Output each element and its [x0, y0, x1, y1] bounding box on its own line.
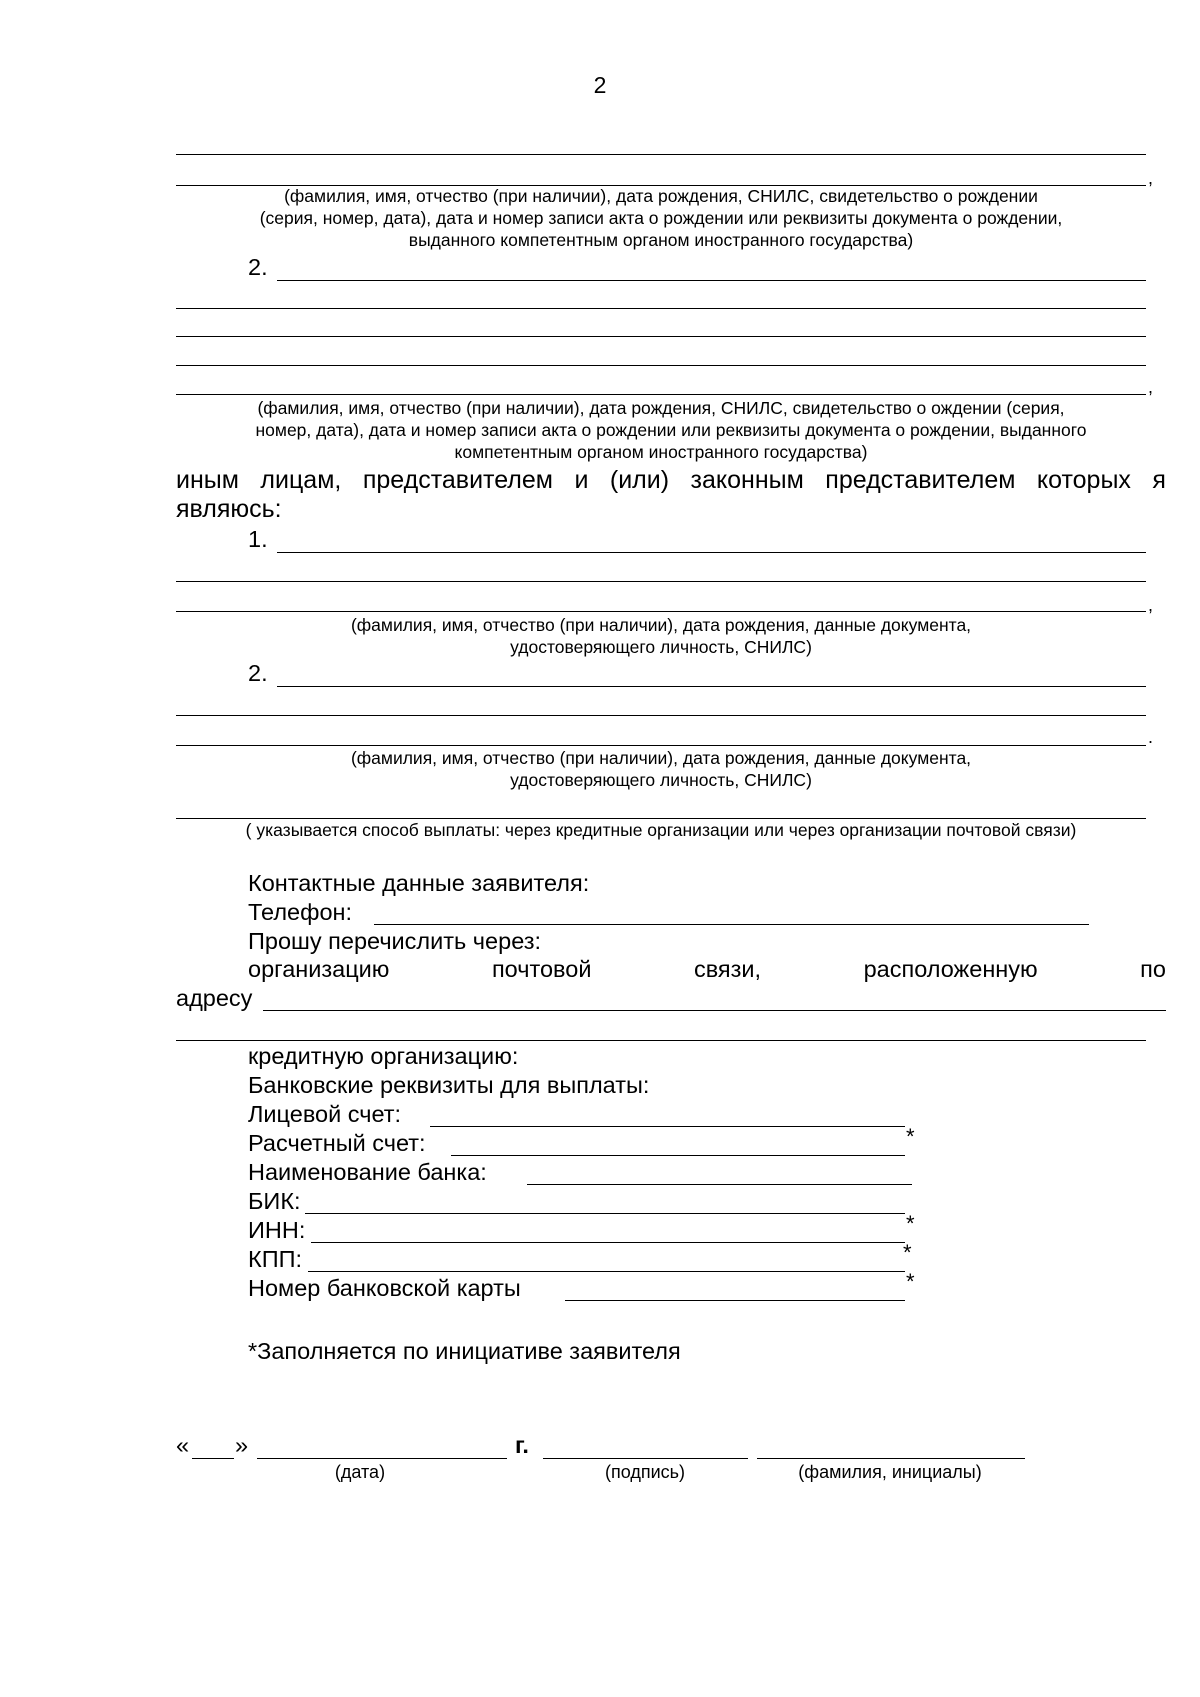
period-mark: . [1148, 727, 1154, 747]
postal-word: связи, [693, 956, 762, 982]
postal-word: организацию [248, 956, 390, 982]
fill-line[interactable] [176, 715, 1146, 716]
others-intro-line1 [176, 467, 1166, 494]
kpp-label: КПП: [248, 1246, 302, 1272]
intro-word: я [1152, 466, 1166, 494]
caption-child-line1: (фамилия, имя, отчество (при наличии), дата рождения, СНИЛС, свидетельство о рождении [284, 186, 1038, 206]
intro-word: которых [1036, 466, 1131, 494]
fill-line[interactable] [176, 581, 1146, 582]
caption-person2-line1: (фамилия, имя, отчество (при наличии), дата рождения, данные документа, [350, 748, 972, 768]
date-line[interactable] [257, 1458, 507, 1459]
intro-word: представителем [362, 466, 553, 494]
fill-line[interactable] [176, 336, 1146, 337]
postal-line [248, 956, 1166, 983]
fill-line[interactable] [277, 280, 1146, 281]
inn-line[interactable] [311, 1242, 905, 1243]
caption-person2-line2: удостоверяющего личность, СНИЛС) [510, 770, 812, 790]
day-line[interactable] [192, 1458, 234, 1459]
bik-line[interactable] [305, 1213, 905, 1214]
year-mark: г. [515, 1432, 529, 1458]
transfer-label: Прошу перечислить через: [248, 928, 542, 954]
bank-name-label: Наименование банка: [248, 1159, 487, 1185]
asterisk-mark: * [906, 1269, 915, 1294]
intro-word: и [574, 466, 589, 494]
item-number: 2. [248, 660, 268, 686]
fill-line[interactable] [176, 745, 1146, 746]
quote-close: » [235, 1432, 249, 1458]
personal-account-label: Лицевой счет: [248, 1101, 402, 1127]
address-label: адресу [176, 985, 253, 1011]
date-caption: (дата) [334, 1462, 386, 1482]
caption-child-line3: выданного компетентным органом иностранного государства) [408, 230, 914, 250]
caption-child2-line1: (фамилия, имя, отчество (при наличии), дата рождения, СНИЛС, свидетельство о ождении (серия, [257, 398, 1065, 418]
bik-label: БИК: [248, 1188, 301, 1214]
settlement-account-line[interactable] [451, 1155, 905, 1156]
intro-word: представителем [825, 466, 1016, 494]
intro-word: иным [176, 466, 239, 494]
item-number: 2. [248, 254, 268, 280]
card-number-label: Номер банковской карты [248, 1275, 521, 1301]
asterisk-mark: * [906, 1211, 915, 1236]
settlement-account-label: Расчетный счет: [248, 1130, 426, 1156]
page-number: 2 [593, 72, 607, 98]
contacts-heading: Контактные данные заявителя: [248, 870, 590, 896]
others-intro-line2: являюсь: [176, 495, 282, 523]
item-number: 1. [248, 526, 268, 552]
payment-method-caption: ( указывается способ выплаты: через кредитные организации или через организации почтовой связи) [245, 820, 1077, 840]
kpp-line[interactable] [308, 1271, 905, 1272]
fill-line[interactable] [176, 308, 1146, 309]
address-line[interactable] [263, 1010, 1166, 1011]
caption-person-line2: удостоверяющего личность, СНИЛС) [510, 637, 812, 657]
caption-person-line1: (фамилия, имя, отчество (при наличии), дата рождения, данные документа, [350, 615, 972, 635]
quote-open: « [176, 1432, 190, 1458]
personal-account-line[interactable] [430, 1126, 905, 1127]
fill-line[interactable] [176, 154, 1146, 155]
postal-word: расположенную [863, 956, 1038, 982]
credit-org-label: кредитную организацию: [248, 1043, 519, 1069]
fill-line[interactable] [176, 394, 1146, 395]
comma-mark: , [1148, 377, 1154, 397]
asterisk-mark: * [903, 1240, 912, 1265]
caption-child2-line2: номер, дата), дата и номер записи акта о рождении или реквизиты документа о рождении, выданного [255, 420, 1087, 440]
card-number-line[interactable] [565, 1300, 905, 1301]
intro-word: законным [690, 466, 804, 494]
signature-line[interactable] [543, 1458, 748, 1459]
postal-word: почтовой [491, 956, 592, 982]
intro-word: лицам, [260, 466, 342, 494]
footnote: *Заполняется по инициативе заявителя [248, 1338, 681, 1364]
name-line[interactable] [757, 1458, 1025, 1459]
comma-mark: , [1148, 595, 1154, 615]
caption-child2-line3: компетентным органом иностранного государства) [454, 442, 868, 462]
comma-mark: , [1148, 168, 1154, 188]
bank-name-line[interactable] [527, 1184, 912, 1185]
fill-line[interactable] [176, 818, 1146, 819]
inn-label: ИНН: [248, 1217, 306, 1243]
fill-line[interactable] [277, 686, 1146, 687]
address-line[interactable] [176, 1040, 1146, 1041]
phone-label: Телефон: [248, 899, 353, 925]
signature-caption: (подпись) [604, 1462, 686, 1482]
fill-line[interactable] [277, 552, 1146, 553]
fill-line[interactable] [176, 365, 1146, 366]
fill-line[interactable] [176, 611, 1146, 612]
bank-details-label: Банковские реквизиты для выплаты: [248, 1072, 650, 1098]
caption-child-line2: (серия, номер, дата), дата и номер записи акта о рождении или реквизиты документа о рождении, [259, 208, 1063, 228]
name-caption: (фамилия, инициалы) [798, 1462, 982, 1482]
phone-line[interactable] [374, 924, 1089, 925]
intro-word: (или) [609, 466, 670, 494]
asterisk-mark: * [906, 1124, 915, 1149]
postal-word: по [1140, 956, 1166, 982]
